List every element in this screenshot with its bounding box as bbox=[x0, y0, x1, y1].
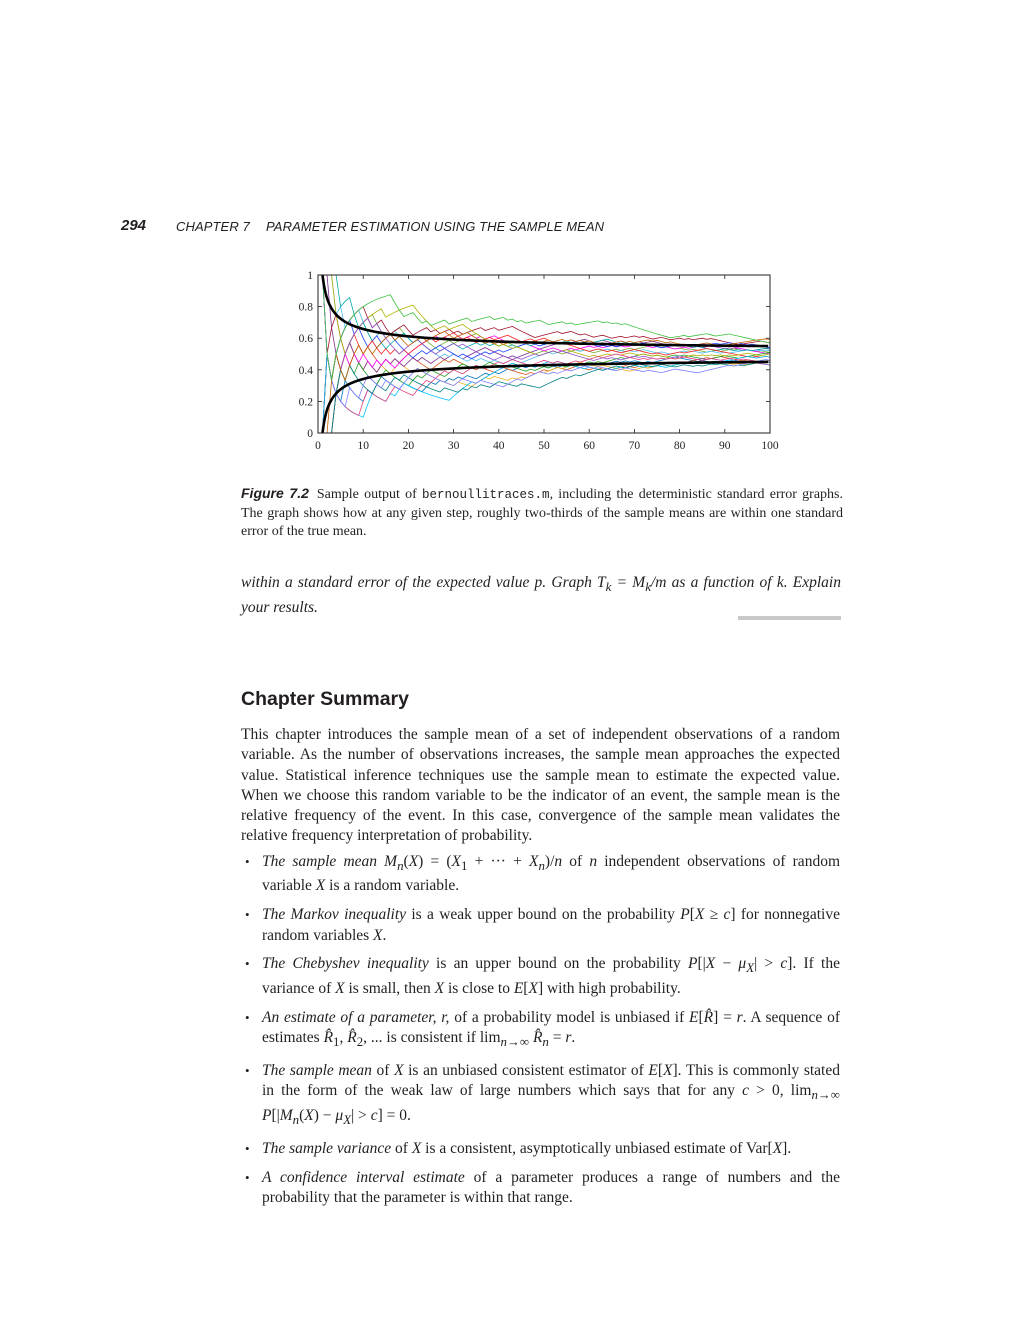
bullet-symbol: • bbox=[245, 1009, 250, 1025]
y-tick-label: 0.6 bbox=[298, 333, 313, 346]
problem-end-bar bbox=[738, 616, 841, 620]
figure-caption bbox=[241, 484, 843, 542]
caption-text-after-code: , including the deterministic standard error graphs. The graph shows how at any given step, roughly two-thirds of the sample means are within one standard error of the true mean. bbox=[241, 487, 844, 539]
bullet-symbol: • bbox=[245, 1169, 250, 1185]
y-tick-label: 1 bbox=[307, 270, 313, 282]
list-item: • A confidence interval estimate of a parameter produces a range of numbers and the probability that the parameter is within that range. bbox=[245, 1168, 841, 1206]
running-head bbox=[121, 216, 841, 238]
bullet-symbol: • bbox=[245, 1063, 250, 1079]
sample-mean-trace-10 bbox=[323, 320, 770, 433]
bullet-symbol: • bbox=[245, 907, 250, 923]
page-number: 294 bbox=[121, 217, 147, 234]
x-tick-label: 10 bbox=[357, 440, 369, 452]
x-tick-label: 40 bbox=[493, 440, 505, 452]
x-tick-label: 90 bbox=[719, 440, 731, 452]
x-tick-label: 30 bbox=[447, 440, 460, 452]
list-item: • The sample mean $M_n(X) = (X_1$ + ··· + $X_n)/n$ of n independent observations of random variable X is a random variable. bbox=[245, 853, 840, 895]
bullet-symbol: • bbox=[245, 1140, 250, 1156]
chapter-label: CHAPTER 7 bbox=[176, 219, 250, 234]
y-tick-label: 0.8 bbox=[298, 301, 313, 314]
bullet-symbol: • bbox=[245, 956, 250, 972]
list-item: • An estimate of a parameter, r, of a probability model is unbiased if E[R̂] = r. A sequence of estimates $R̂_1$, $R̂_2$, ... is consistent if $\lim_{n\to\infty}$ $R̂_n = r$. bbox=[245, 1008, 840, 1050]
sample-mean-trace-2 bbox=[323, 343, 770, 433]
y-tick-label: 0 bbox=[307, 428, 313, 440]
list-item: • The sample variance of X is a consistent, asymptotically unbiased estimate of Var[X]. bbox=[241, 1139, 840, 1159]
caption-text-before-code: Sample output of bbox=[316, 487, 423, 502]
upper-standard-error-curve bbox=[323, 275, 769, 346]
sample-mean-traces bbox=[323, 275, 770, 433]
chapter-title: PARAMETER ESTIMATION USING THE SAMPLE MEAN bbox=[266, 219, 605, 234]
summary-bullet-list bbox=[241, 852, 840, 1217]
bullet-symbol: • bbox=[245, 854, 250, 869]
problem-continuation: within a standard error of the expected value p. Graph $T_k = M_k/m$ as a function of k. Explain your results. bbox=[241, 574, 841, 617]
x-tick-label: 80 bbox=[673, 440, 686, 452]
caption-code-filename: bernoullitraces.m bbox=[422, 488, 550, 502]
sample-mean-trace-9 bbox=[323, 275, 770, 351]
x-tick-label: 100 bbox=[761, 440, 779, 452]
chapter-summary-heading: Chapter Summary bbox=[241, 688, 409, 710]
sample-mean-traces-chart bbox=[290, 266, 790, 458]
list-item: • The Markov inequality is a weak upper bound on the probability P[X ≥ c] for nonnegative random variables X. bbox=[245, 906, 840, 944]
y-tick-label: 0.4 bbox=[298, 364, 313, 377]
chapter-summary-intro: This chapter introduces the sample mean of a set of independent observations of a random variable. As the number of observations increases, the sample mean approaches the expected value. Statistical inference techniques use the sample mean to estimate the expected value. When we choose this random variable to be the indicator of an event, the sample mean is the relative frequency of the event. In this case, convergence of the sample mean validates the relative frequency interpretation of probability. bbox=[241, 726, 840, 845]
x-tick-label: 70 bbox=[628, 440, 641, 452]
list-item: • The sample mean of X is an unbiased consistent estimator of E[X]. This is commonly stated in the form of the weak law of large numbers which says that for any c > 0, $\lim_{n\to\infty} P[|M_n(X) - \mu_X| > c] = 0$. bbox=[245, 1062, 840, 1127]
standard-error-bounds bbox=[323, 275, 769, 433]
x-tick-label: 50 bbox=[538, 440, 550, 452]
y-tick-label: 0.2 bbox=[298, 396, 313, 409]
x-tick-label: 60 bbox=[583, 440, 595, 452]
x-tick-label: 20 bbox=[402, 440, 415, 452]
list-item: • The Chebyshev inequality is an upper bound on the probability $P[|X - \mu_X| > c]$. If the variance of X is small, then X is close to E[X] with high probability. bbox=[245, 955, 840, 997]
figure-label: Figure 7.2 bbox=[241, 485, 309, 501]
x-tick-label: 0 bbox=[315, 440, 321, 452]
